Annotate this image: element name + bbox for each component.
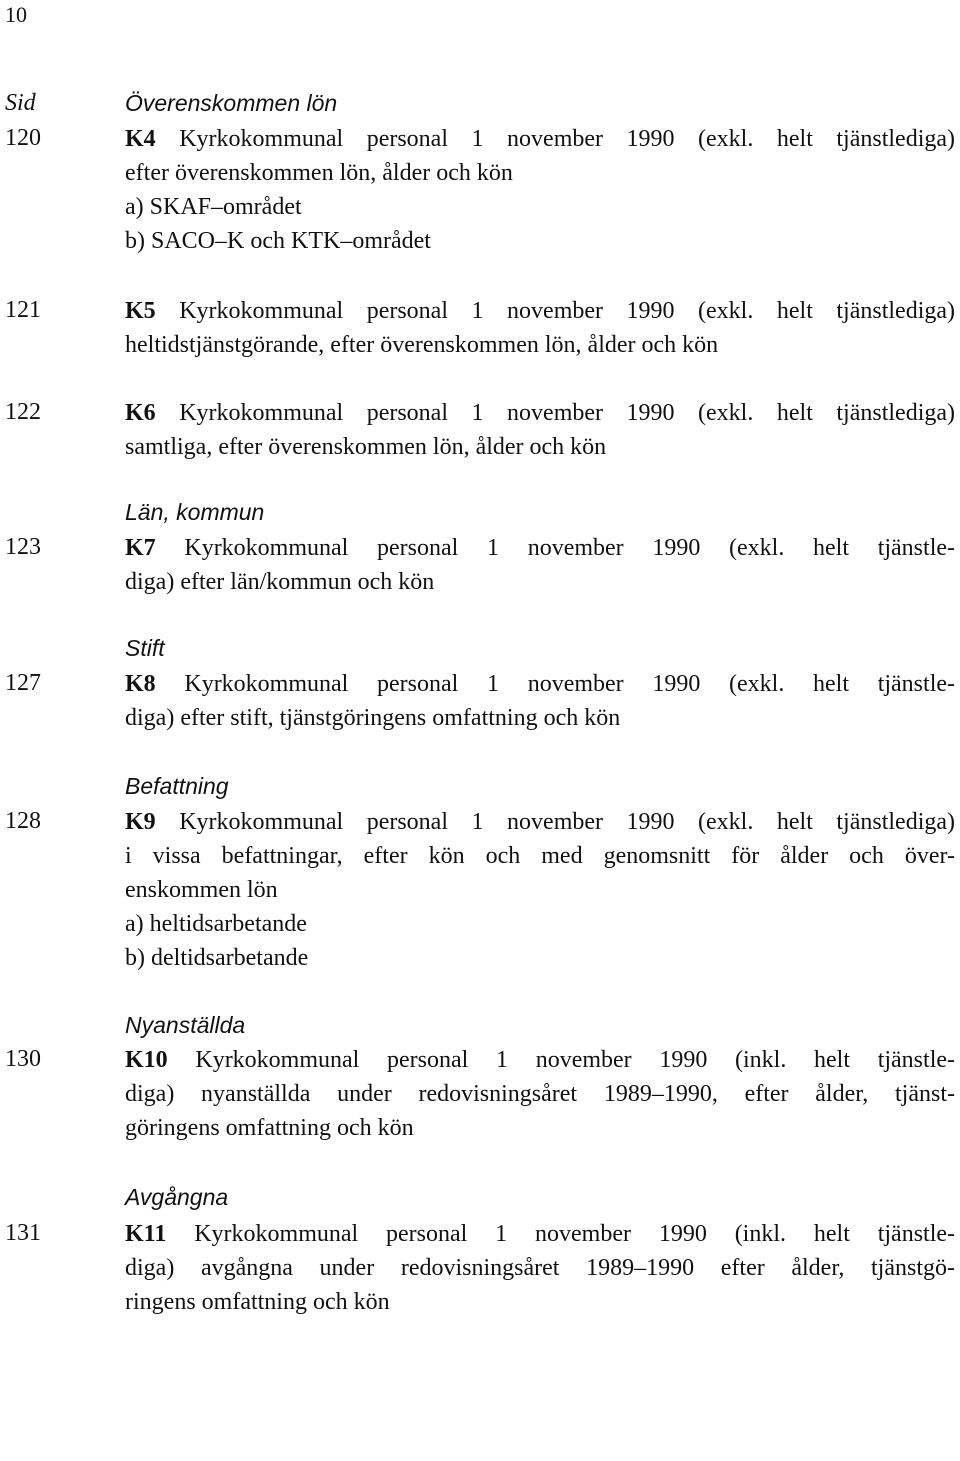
page-ref-128: 128 xyxy=(5,808,41,834)
entry-line: diga) avgångna under redovisningsåret 1989–1990 efter ålder, tjänstgö- xyxy=(125,1255,955,1281)
section-heading-lan-kommun: Län, kommun xyxy=(125,499,265,525)
entry-line: heltidstjänstgörande, efter överenskommen lön, ålder och kön xyxy=(125,332,719,358)
section-heading-avgangna: Avgångna xyxy=(125,1184,229,1210)
entry-line: diga) efter län/kommun och kön xyxy=(125,569,435,595)
entry-line: ringens omfattning och kön xyxy=(125,1289,390,1315)
entry-line: b) SACO–K och KTK–området xyxy=(125,228,431,254)
table-entry-k4 xyxy=(125,122,955,258)
table-code-k4: K4 xyxy=(125,126,156,152)
table-entry-k8 xyxy=(125,667,955,735)
entry-line: samtliga, efter överenskommen lön, ålder och kön xyxy=(125,434,607,460)
page-number: 10 xyxy=(5,2,27,27)
section-heading-nyanstallda: Nyanställda xyxy=(125,1012,246,1038)
entry-line: a) heltidsarbetande xyxy=(125,911,307,937)
entry-line: diga) nyanställda under redovisningsåret 1989–1990, efter ålder, tjänst- xyxy=(125,1081,955,1107)
table-code-k10: K10 xyxy=(125,1047,168,1073)
page-ref-121: 121 xyxy=(5,297,41,323)
entry-line: K10 Kyrkokommunal personal 1 november 1990 (inkl. helt tjänstle- xyxy=(125,1047,956,1073)
entry-line: K6 Kyrkokommunal personal 1 november 1990 (exkl. helt tjänstlediga) xyxy=(125,400,956,426)
entry-line: efter överenskommen lön, ålder och kön xyxy=(125,160,513,186)
page-ref-122: 122 xyxy=(5,399,41,425)
table-entry-k10 xyxy=(125,1043,955,1145)
entry-line: K8 Kyrkokommunal personal 1 november 1990 (exkl. helt tjänstle- xyxy=(125,671,956,697)
entry-line: K9 Kyrkokommunal personal 1 november 1990 (exkl. helt tjänstlediga) xyxy=(125,809,956,835)
sid-column-label: Sid xyxy=(5,90,36,116)
section-heading-overenskommen-lon: Överenskommen lön xyxy=(125,90,338,116)
table-entry-k11 xyxy=(125,1217,955,1319)
page-ref-120: 120 xyxy=(5,125,41,151)
entry-line: K11 Kyrkokommunal personal 1 november 1990 (inkl. helt tjänstle- xyxy=(125,1221,956,1247)
entry-line: göringens omfattning och kön xyxy=(125,1115,414,1141)
entry-line: K5 Kyrkokommunal personal 1 november 1990 (exkl. helt tjänstlediga) xyxy=(125,298,956,324)
table-code-k11: K11 xyxy=(125,1221,167,1247)
entry-line: K7 Kyrkokommunal personal 1 november 1990 (exkl. helt tjänstle- xyxy=(125,535,956,561)
table-entry-k9 xyxy=(125,805,955,975)
entry-line: i vissa befattningar, efter kön och med genomsnitt för ålder och över- xyxy=(125,843,955,869)
table-entry-k5 xyxy=(125,294,955,362)
page-ref-127: 127 xyxy=(5,670,41,696)
page-ref-130: 130 xyxy=(5,1046,41,1072)
table-code-k5: K5 xyxy=(125,298,156,324)
table-code-k7: K7 xyxy=(125,535,156,561)
table-code-k6: K6 xyxy=(125,400,156,426)
entry-line: b) deltidsarbetande xyxy=(125,945,309,971)
table-code-k9: K9 xyxy=(125,809,156,835)
table-code-k8: K8 xyxy=(125,671,156,697)
entry-line: K4 Kyrkokommunal personal 1 november 1990 (exkl. helt tjänstlediga) xyxy=(125,126,956,152)
section-heading-befattning: Befattning xyxy=(125,773,229,799)
section-heading-stift: Stift xyxy=(125,635,165,661)
page-ref-123: 123 xyxy=(5,534,41,560)
entry-line: enskommen lön xyxy=(125,877,278,903)
table-entry-k6 xyxy=(125,396,955,464)
entry-line: a) SKAF–området xyxy=(125,194,302,220)
entry-line: diga) efter stift, tjänstgöringens omfattning och kön xyxy=(125,705,621,731)
table-entry-k7 xyxy=(125,531,955,599)
page-ref-131: 131 xyxy=(5,1220,41,1246)
